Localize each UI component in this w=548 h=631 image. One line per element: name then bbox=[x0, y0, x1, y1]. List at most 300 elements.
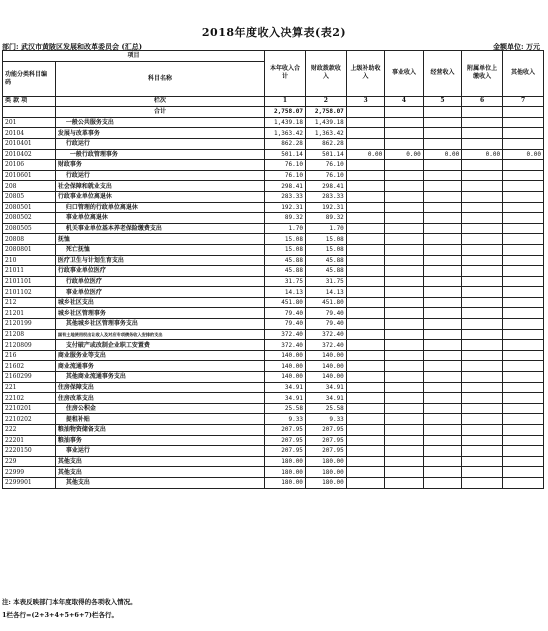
row-operating bbox=[423, 350, 461, 361]
header-affiliated: 附属单位上缴收入 bbox=[462, 51, 503, 97]
row-other bbox=[503, 467, 544, 478]
row-business bbox=[385, 191, 423, 202]
row-name: 归口管理的行政单位离退休 bbox=[55, 202, 264, 213]
table-row bbox=[3, 467, 544, 478]
row-name: 发展与改革事务 bbox=[55, 128, 264, 139]
row-name: 行政单位医疗 bbox=[55, 276, 264, 287]
row-fiscal: 298.41 bbox=[305, 181, 346, 192]
row-operating bbox=[423, 160, 461, 171]
row-other bbox=[503, 160, 544, 171]
row-operating bbox=[423, 128, 461, 139]
row-other bbox=[503, 170, 544, 181]
row-upper bbox=[346, 372, 384, 383]
table-row bbox=[3, 223, 544, 234]
row-other bbox=[503, 456, 544, 467]
row-fiscal: 76.10 bbox=[305, 160, 346, 171]
row-total: 140.00 bbox=[265, 350, 306, 361]
row-fiscal: 207.95 bbox=[305, 425, 346, 436]
row-operating bbox=[423, 213, 461, 224]
row-total: 79.40 bbox=[265, 319, 306, 330]
row-fiscal: 34.91 bbox=[305, 382, 346, 393]
row-total: 207.95 bbox=[265, 425, 306, 436]
row-fiscal: 372.40 bbox=[305, 340, 346, 351]
row-fiscal: 180.00 bbox=[305, 456, 346, 467]
row-operating bbox=[423, 170, 461, 181]
row-name: 事业单位医疗 bbox=[55, 287, 264, 298]
row-upper bbox=[346, 456, 384, 467]
header-item: 项目 bbox=[3, 51, 265, 62]
row-total: 14.13 bbox=[265, 287, 306, 298]
row-upper: 0.00 bbox=[346, 149, 384, 160]
row-business bbox=[385, 117, 423, 128]
row-code: 2080801 bbox=[3, 244, 56, 255]
row-code: 2120809 bbox=[3, 340, 56, 351]
row-operating bbox=[423, 393, 461, 404]
row-total: 79.40 bbox=[265, 308, 306, 319]
table-row bbox=[3, 382, 544, 393]
row-business bbox=[385, 393, 423, 404]
row-name: 财政事务 bbox=[55, 160, 264, 171]
row-operating bbox=[423, 477, 461, 488]
table-row bbox=[3, 276, 544, 287]
table-body bbox=[3, 117, 544, 488]
row-upper bbox=[346, 191, 384, 202]
row-business bbox=[385, 181, 423, 192]
table-row bbox=[3, 202, 544, 213]
row-other bbox=[503, 138, 544, 149]
row-business bbox=[385, 255, 423, 266]
row-fiscal: 140.00 bbox=[305, 361, 346, 372]
row-total: 34.91 bbox=[265, 393, 306, 404]
table-row bbox=[3, 244, 544, 255]
row-operating bbox=[423, 414, 461, 425]
row-name: 抚恤 bbox=[55, 234, 264, 245]
sum-code bbox=[3, 107, 56, 118]
row-code: 22999 bbox=[3, 467, 56, 478]
row-fiscal: 9.33 bbox=[305, 414, 346, 425]
row-upper bbox=[346, 350, 384, 361]
row-other bbox=[503, 382, 544, 393]
row-fiscal: 31.75 bbox=[305, 276, 346, 287]
row-fiscal: 34.91 bbox=[305, 393, 346, 404]
row-name: 其他商业流通事务支出 bbox=[55, 372, 264, 383]
row-business bbox=[385, 160, 423, 171]
row-name: 其他支出 bbox=[55, 467, 264, 478]
row-operating bbox=[423, 319, 461, 330]
row-business: 0.00 bbox=[385, 149, 423, 160]
row-operating bbox=[423, 361, 461, 372]
row-affiliated bbox=[462, 382, 503, 393]
sum-business bbox=[385, 107, 423, 118]
row-fiscal: 501.14 bbox=[305, 149, 346, 160]
row-total: 180.00 bbox=[265, 477, 306, 488]
row-total: 9.33 bbox=[265, 414, 306, 425]
row-business bbox=[385, 361, 423, 372]
row-total: 45.88 bbox=[265, 266, 306, 277]
row-other bbox=[503, 223, 544, 234]
row-operating bbox=[423, 425, 461, 436]
row-upper bbox=[346, 361, 384, 372]
sum-affiliated bbox=[462, 107, 503, 118]
row-fiscal: 45.88 bbox=[305, 255, 346, 266]
row-other bbox=[503, 128, 544, 139]
header-name: 科目名称 bbox=[55, 61, 264, 96]
row-fiscal: 45.88 bbox=[305, 266, 346, 277]
col-num-3: 3 bbox=[346, 96, 384, 107]
row-business bbox=[385, 266, 423, 277]
row-total: 862.28 bbox=[265, 138, 306, 149]
row-affiliated bbox=[462, 117, 503, 128]
row-affiliated bbox=[462, 244, 503, 255]
sum-total: 2,758.07 bbox=[265, 107, 306, 118]
row-name: 其他支出 bbox=[55, 456, 264, 467]
row-operating bbox=[423, 372, 461, 383]
row-code: 2299901 bbox=[3, 477, 56, 488]
row-name: 其他城乡社区管理事务支出 bbox=[55, 319, 264, 330]
row-upper bbox=[346, 467, 384, 478]
row-upper bbox=[346, 329, 384, 340]
row-affiliated bbox=[462, 223, 503, 234]
row-name: 事业单位离退休 bbox=[55, 213, 264, 224]
table-row bbox=[3, 149, 544, 160]
row-business bbox=[385, 456, 423, 467]
table-row bbox=[3, 403, 544, 414]
row-business bbox=[385, 287, 423, 298]
row-upper bbox=[346, 287, 384, 298]
row-code: 2080502 bbox=[3, 213, 56, 224]
row-upper bbox=[346, 223, 384, 234]
row-other bbox=[503, 393, 544, 404]
row-business bbox=[385, 350, 423, 361]
row-code: 2080505 bbox=[3, 223, 56, 234]
row-fiscal: 1,439.18 bbox=[305, 117, 346, 128]
row-name: 商业服务业等支出 bbox=[55, 350, 264, 361]
row-affiliated bbox=[462, 138, 503, 149]
row-upper bbox=[346, 435, 384, 446]
row-affiliated bbox=[462, 446, 503, 457]
row-affiliated bbox=[462, 287, 503, 298]
row-fiscal: 372.40 bbox=[305, 329, 346, 340]
row-upper bbox=[346, 414, 384, 425]
row-code: 2010601 bbox=[3, 170, 56, 181]
row-other bbox=[503, 446, 544, 457]
row-name: 城乡社区管理事务 bbox=[55, 308, 264, 319]
row-operating bbox=[423, 467, 461, 478]
row-total: 180.00 bbox=[265, 467, 306, 478]
row-fiscal: 14.13 bbox=[305, 287, 346, 298]
row-fiscal: 79.40 bbox=[305, 319, 346, 330]
row-affiliated: 0.00 bbox=[462, 149, 503, 160]
row-operating bbox=[423, 446, 461, 457]
row-upper bbox=[346, 308, 384, 319]
row-affiliated bbox=[462, 456, 503, 467]
row-name: 事业运行 bbox=[55, 446, 264, 457]
row-total: 451.80 bbox=[265, 297, 306, 308]
row-affiliated bbox=[462, 361, 503, 372]
row-business bbox=[385, 276, 423, 287]
table-row bbox=[3, 297, 544, 308]
row-code: 2010401 bbox=[3, 138, 56, 149]
row-upper bbox=[346, 446, 384, 457]
row-other bbox=[503, 361, 544, 372]
row-total: 501.14 bbox=[265, 149, 306, 160]
row-name: 住房改革支出 bbox=[55, 393, 264, 404]
row-other bbox=[503, 234, 544, 245]
row-affiliated bbox=[462, 435, 503, 446]
row-total: 45.88 bbox=[265, 255, 306, 266]
header-upper: 上级补助收入 bbox=[346, 51, 384, 97]
row-business bbox=[385, 340, 423, 351]
row-operating bbox=[423, 308, 461, 319]
row-other bbox=[503, 266, 544, 277]
row-operating bbox=[423, 181, 461, 192]
row-fiscal: 207.95 bbox=[305, 446, 346, 457]
row-other bbox=[503, 425, 544, 436]
header-business: 事业收入 bbox=[385, 51, 423, 97]
row-business bbox=[385, 297, 423, 308]
header-total: 本年收入合计 bbox=[265, 51, 306, 97]
row-business bbox=[385, 435, 423, 446]
row-business bbox=[385, 202, 423, 213]
col-num-6: 6 bbox=[462, 96, 503, 107]
row-business bbox=[385, 244, 423, 255]
row-other bbox=[503, 308, 544, 319]
row-affiliated bbox=[462, 276, 503, 287]
table-row bbox=[3, 425, 544, 436]
row-business bbox=[385, 467, 423, 478]
row-name: 住房保障支出 bbox=[55, 382, 264, 393]
unit-label: 金额单位: 万元 bbox=[492, 42, 540, 51]
row-name: 支付破产或改制企业职工安置费 bbox=[55, 340, 264, 351]
row-name: 一般公共服务支出 bbox=[55, 117, 264, 128]
row-affiliated bbox=[462, 319, 503, 330]
row-name: 提租补贴 bbox=[55, 414, 264, 425]
row-total: 283.33 bbox=[265, 191, 306, 202]
row-code: 221 bbox=[3, 382, 56, 393]
row-other bbox=[503, 414, 544, 425]
row-name: 行政事业单位离退休 bbox=[55, 191, 264, 202]
row-operating bbox=[423, 266, 461, 277]
row-code: 21201 bbox=[3, 308, 56, 319]
row-other bbox=[503, 372, 544, 383]
row-name: 行政运行 bbox=[55, 138, 264, 149]
row-total: 1,439.18 bbox=[265, 117, 306, 128]
row-other bbox=[503, 435, 544, 446]
row-other bbox=[503, 276, 544, 287]
row-name: 行政运行 bbox=[55, 170, 264, 181]
row-operating bbox=[423, 202, 461, 213]
table-row bbox=[3, 287, 544, 298]
row-name: 其他支出 bbox=[55, 477, 264, 488]
row-operating bbox=[423, 244, 461, 255]
row-code: 2220150 bbox=[3, 446, 56, 457]
row-upper bbox=[346, 128, 384, 139]
table-row bbox=[3, 350, 544, 361]
row-affiliated bbox=[462, 340, 503, 351]
row-fiscal: 1.70 bbox=[305, 223, 346, 234]
row-upper bbox=[346, 319, 384, 330]
row-other bbox=[503, 213, 544, 224]
row-fiscal: 76.10 bbox=[305, 170, 346, 181]
row-code: 20808 bbox=[3, 234, 56, 245]
row-operating bbox=[423, 276, 461, 287]
row-affiliated bbox=[462, 181, 503, 192]
footnotes bbox=[2, 596, 137, 622]
sum-upper bbox=[346, 107, 384, 118]
row-fiscal: 140.00 bbox=[305, 350, 346, 361]
row-affiliated bbox=[462, 202, 503, 213]
row-total: 15.08 bbox=[265, 234, 306, 245]
row-total: 207.95 bbox=[265, 435, 306, 446]
row-operating bbox=[423, 435, 461, 446]
row-business bbox=[385, 403, 423, 414]
row-code: 2210201 bbox=[3, 403, 56, 414]
income-table bbox=[2, 50, 544, 489]
row-affiliated bbox=[462, 425, 503, 436]
row-fiscal: 140.00 bbox=[305, 372, 346, 383]
row-operating bbox=[423, 138, 461, 149]
row-operating bbox=[423, 340, 461, 351]
row-total: 372.40 bbox=[265, 329, 306, 340]
row-code: 2160299 bbox=[3, 372, 56, 383]
row-other bbox=[503, 191, 544, 202]
row-code: 2120199 bbox=[3, 319, 56, 330]
row-total: 76.10 bbox=[265, 160, 306, 171]
row-upper bbox=[346, 244, 384, 255]
row-affiliated bbox=[462, 191, 503, 202]
row-upper bbox=[346, 340, 384, 351]
table-row bbox=[3, 170, 544, 181]
header-other: 其他收入 bbox=[503, 51, 544, 97]
row-affiliated bbox=[462, 372, 503, 383]
row-affiliated bbox=[462, 266, 503, 277]
row-code: 222 bbox=[3, 425, 56, 436]
row-upper bbox=[346, 181, 384, 192]
header-lei-kuan-xiang: 类 款 项 bbox=[3, 96, 56, 107]
row-other bbox=[503, 244, 544, 255]
row-upper bbox=[346, 160, 384, 171]
table-row bbox=[3, 234, 544, 245]
row-name: 行政事业单位医疗 bbox=[55, 266, 264, 277]
row-upper bbox=[346, 477, 384, 488]
row-affiliated bbox=[462, 329, 503, 340]
table-row bbox=[3, 393, 544, 404]
row-other bbox=[503, 117, 544, 128]
table-row bbox=[3, 446, 544, 457]
row-total: 192.31 bbox=[265, 202, 306, 213]
row-code: 208 bbox=[3, 181, 56, 192]
row-other bbox=[503, 403, 544, 414]
row-total: 207.95 bbox=[265, 446, 306, 457]
row-operating bbox=[423, 297, 461, 308]
table-row bbox=[3, 160, 544, 171]
row-total: 31.75 bbox=[265, 276, 306, 287]
row-code: 20106 bbox=[3, 160, 56, 171]
row-code: 22201 bbox=[3, 435, 56, 446]
row-affiliated bbox=[462, 393, 503, 404]
table-row bbox=[3, 308, 544, 319]
row-name: 住房公积金 bbox=[55, 403, 264, 414]
row-total: 298.41 bbox=[265, 181, 306, 192]
row-upper bbox=[346, 213, 384, 224]
row-business bbox=[385, 223, 423, 234]
row-affiliated bbox=[462, 234, 503, 245]
table-row bbox=[3, 266, 544, 277]
row-other bbox=[503, 181, 544, 192]
row-operating: 0.00 bbox=[423, 149, 461, 160]
row-upper bbox=[346, 170, 384, 181]
row-name: 医疗卫生与计划生育支出 bbox=[55, 255, 264, 266]
row-upper bbox=[346, 297, 384, 308]
row-affiliated bbox=[462, 170, 503, 181]
table-row bbox=[3, 319, 544, 330]
row-other bbox=[503, 202, 544, 213]
row-other bbox=[503, 255, 544, 266]
row-upper bbox=[346, 138, 384, 149]
row-total: 89.32 bbox=[265, 213, 306, 224]
table-row bbox=[3, 181, 544, 192]
row-business bbox=[385, 138, 423, 149]
row-business bbox=[385, 170, 423, 181]
row-total: 180.00 bbox=[265, 456, 306, 467]
table-row bbox=[3, 435, 544, 446]
row-business bbox=[385, 425, 423, 436]
row-affiliated bbox=[462, 297, 503, 308]
row-affiliated bbox=[462, 128, 503, 139]
table-row bbox=[3, 477, 544, 488]
col-num-4: 4 bbox=[385, 96, 423, 107]
row-total: 1,363.42 bbox=[265, 128, 306, 139]
row-name: 粮油物资储备支出 bbox=[55, 425, 264, 436]
row-fiscal: 79.40 bbox=[305, 308, 346, 319]
table-row bbox=[3, 361, 544, 372]
row-total: 76.10 bbox=[265, 170, 306, 181]
row-affiliated bbox=[462, 467, 503, 478]
table-row bbox=[3, 329, 544, 340]
table-header bbox=[3, 51, 544, 118]
sum-fiscal: 2,758.07 bbox=[305, 107, 346, 118]
table-row bbox=[3, 255, 544, 266]
row-upper bbox=[346, 255, 384, 266]
row-operating bbox=[423, 191, 461, 202]
row-business bbox=[385, 477, 423, 488]
row-fiscal: 192.31 bbox=[305, 202, 346, 213]
row-operating bbox=[423, 403, 461, 414]
row-upper bbox=[346, 276, 384, 287]
row-upper bbox=[346, 393, 384, 404]
row-upper bbox=[346, 403, 384, 414]
row-total: 15.08 bbox=[265, 244, 306, 255]
table-row bbox=[3, 191, 544, 202]
table-row bbox=[3, 128, 544, 139]
row-operating bbox=[423, 456, 461, 467]
row-code: 2101101 bbox=[3, 276, 56, 287]
row-code: 21208 bbox=[3, 329, 56, 340]
row-other bbox=[503, 340, 544, 351]
row-other bbox=[503, 329, 544, 340]
row-total: 34.91 bbox=[265, 382, 306, 393]
row-upper bbox=[346, 117, 384, 128]
row-total: 140.00 bbox=[265, 361, 306, 372]
row-fiscal: 862.28 bbox=[305, 138, 346, 149]
row-code: 20805 bbox=[3, 191, 56, 202]
row-operating bbox=[423, 382, 461, 393]
row-name: 机关事业单位基本养老保险缴费支出 bbox=[55, 223, 264, 234]
row-name: 社会保障和就业支出 bbox=[55, 181, 264, 192]
row-fiscal: 15.08 bbox=[305, 234, 346, 245]
row-name: 一般行政管理事务 bbox=[55, 149, 264, 160]
row-code: 2210202 bbox=[3, 414, 56, 425]
